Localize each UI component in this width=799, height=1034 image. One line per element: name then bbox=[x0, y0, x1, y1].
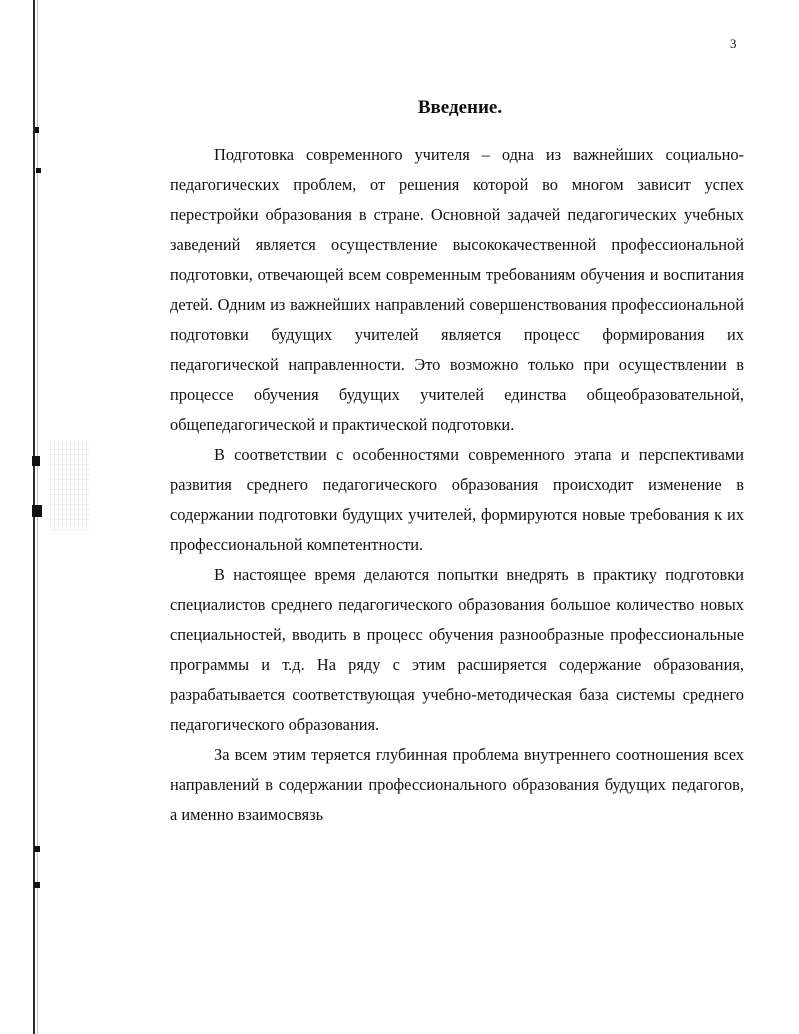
scan-binding-edge bbox=[33, 0, 35, 1034]
page-title: Введение. bbox=[417, 97, 503, 118]
paragraph: Подготовка современного учителя – одна из важнейших социально-педагогических проблем, от решения которой во многом зависит успех перестройки образования в стране. Основной задачей педагогических учебных заведений является осуществление высококачественной профессиональной подготовки, отвечающей всем современным требованиям обучения и воспитания детей. Одним из важнейших направлений совершенствования профессиональной подготовки будущих учителей является процесс формирования их педагогической направленности. Это возможно только при осуществлении в процессе обучения будущих учителей единства общеобразовательной, общепедагогической и практической подготовки. bbox=[170, 145, 744, 434]
body-text bbox=[170, 140, 744, 830]
page-number: 3 bbox=[730, 36, 737, 51]
scan-mark bbox=[35, 127, 39, 133]
paragraph: За всем этим теряется глубинная проблема внутреннего соотношения всех направлений в содержании профессионального образования будущих педагогов, а именно взаимосвязь bbox=[170, 745, 744, 824]
paragraph: В соответствии с особенностями современного этапа и перспективами развития среднего педагогического образования происходит изменение в содержании подготовки будущих учителей, формируются новые требования к их профессиональной компетентности. bbox=[170, 445, 744, 554]
scan-mark bbox=[34, 882, 40, 888]
scan-mark bbox=[32, 505, 42, 517]
scan-mark bbox=[34, 846, 40, 852]
scan-noise bbox=[50, 440, 90, 530]
scan-binding-edge-faint bbox=[37, 0, 38, 1034]
scan-mark bbox=[36, 168, 41, 173]
paragraph: В настоящее время делаются попытки внедрять в практику подготовки специалистов среднего педагогического образования большое количество новых специальностей, вводить в процесс обучения разнообразные профессиональные программы и т.д. На ряду с этим расширяется содержание образования, разрабатывается соответствующая учебно-методическая база системы среднего педагогического образования. bbox=[170, 565, 744, 734]
scan-mark bbox=[32, 456, 40, 466]
